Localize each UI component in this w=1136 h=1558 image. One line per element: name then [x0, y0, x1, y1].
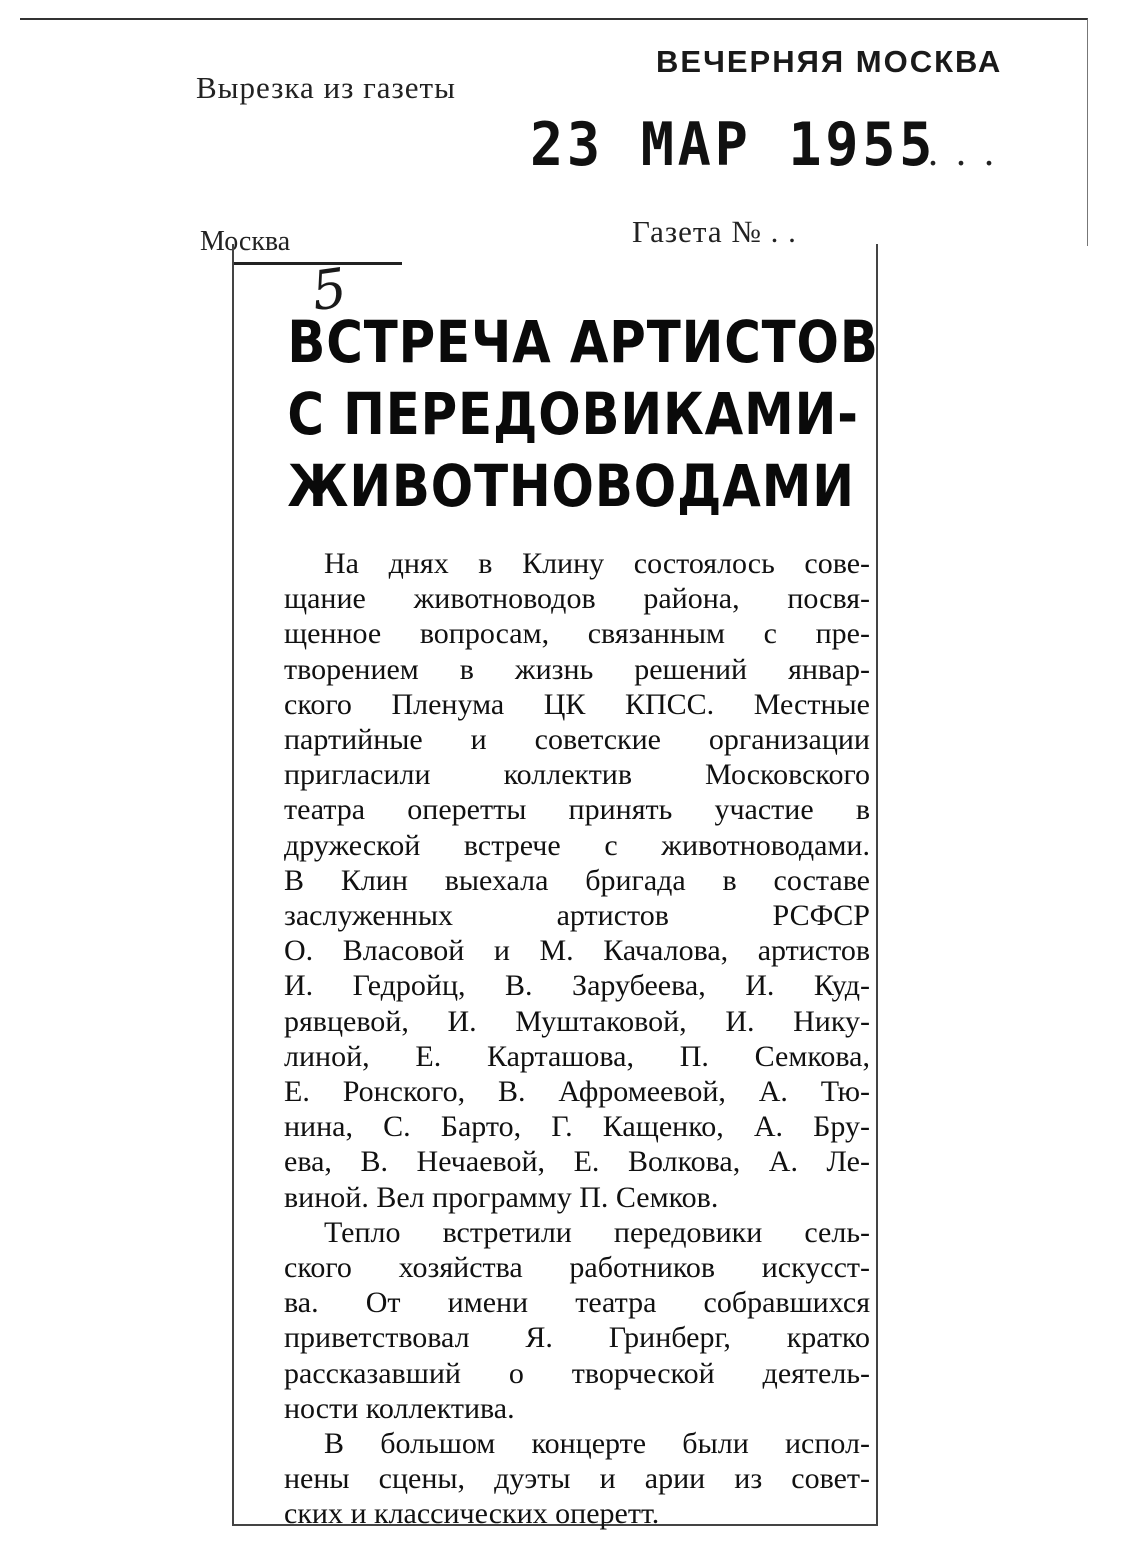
- article-paragraph: [244, 1215, 870, 1426]
- gazette-number-label: Газета № . .: [632, 214, 797, 249]
- article-paragraph: [244, 546, 870, 1215]
- text-line: Е. Ронского, В. Афромеевой, А. Тю-: [284, 1075, 870, 1109]
- text-line: пригласили коллектив Московского: [284, 758, 870, 792]
- article-paragraph: [244, 1426, 870, 1532]
- text-line: В Клин выехала бригада в составе: [284, 863, 870, 897]
- text-line: рявцевой, И. Муштаковой, И. Нику-: [284, 1004, 870, 1038]
- text-line: рассказавший о творческой деятель-: [284, 1356, 870, 1390]
- text-line: ских и классических оперетт.: [284, 1497, 660, 1531]
- date-stamp-dots: ...: [928, 129, 1012, 174]
- headline-line: С ПЕРЕДОВИКАМИ-: [287, 380, 859, 448]
- article-headline: [244, 306, 879, 522]
- text-line: ности коллектива.: [284, 1391, 515, 1425]
- text-line: заслуженных артистов РСФСР: [284, 899, 870, 933]
- text-line: ского Пленума ЦК КПСС. Местные: [284, 687, 870, 721]
- text-line: линой, Е. Карташова, П. Семкова,: [284, 1039, 870, 1073]
- text-line: театра оперетты принять участие в: [284, 793, 870, 827]
- text-line: В большом концерте были испол-: [324, 1427, 870, 1461]
- text-line: нены сцены, дуэты и арии из совет-: [284, 1462, 870, 1496]
- clipping-source-label: Вырезка из газеты: [196, 70, 456, 105]
- text-line: партийные и советские организации: [284, 723, 870, 757]
- text-line: щание животноводов района, посвя-: [284, 582, 870, 616]
- article-body: [244, 546, 870, 1532]
- text-line: И. Гедройц, В. Зарубеева, И. Куд-: [284, 969, 870, 1003]
- text-line: дружеской встрече с животноводами.: [284, 828, 870, 862]
- headline-line: ЖИВОТНОВОДАМИ: [287, 452, 855, 520]
- text-line: виной. Вел программу П. Семков.: [284, 1180, 719, 1214]
- city-label: Москва: [200, 226, 291, 257]
- text-line: творением в жизнь решений январ-: [284, 652, 870, 686]
- text-line: щенное вопросам, связанным с пре-: [284, 617, 870, 651]
- date-stamp: 23 МАР 1955: [530, 110, 937, 180]
- headline-line: ВСТРЕЧА АРТИСТОВ: [287, 308, 879, 376]
- text-line: нина, С. Барто, Г. Кащенко, А. Бру-: [284, 1110, 870, 1144]
- text-line: приветствовал Я. Гринберг, кратко: [284, 1321, 870, 1355]
- text-line: О. Власовой и М. Качалова, артистов: [284, 934, 870, 968]
- handwritten-mark: 5: [307, 255, 351, 324]
- text-line: Тепло встретили передовики сель-: [324, 1215, 870, 1249]
- text-line: ва. От имени театра собравшихся: [284, 1286, 870, 1320]
- text-line: ского хозяйства работников искусст-: [284, 1251, 870, 1285]
- text-line: ева, В. Нечаевой, Е. Волкова, А. Ле-: [284, 1145, 870, 1179]
- newspaper-name: ВЕЧЕРНЯЯ МОСКВА: [656, 44, 1003, 79]
- text-line: На днях в Клину состоялось сове-: [324, 547, 870, 580]
